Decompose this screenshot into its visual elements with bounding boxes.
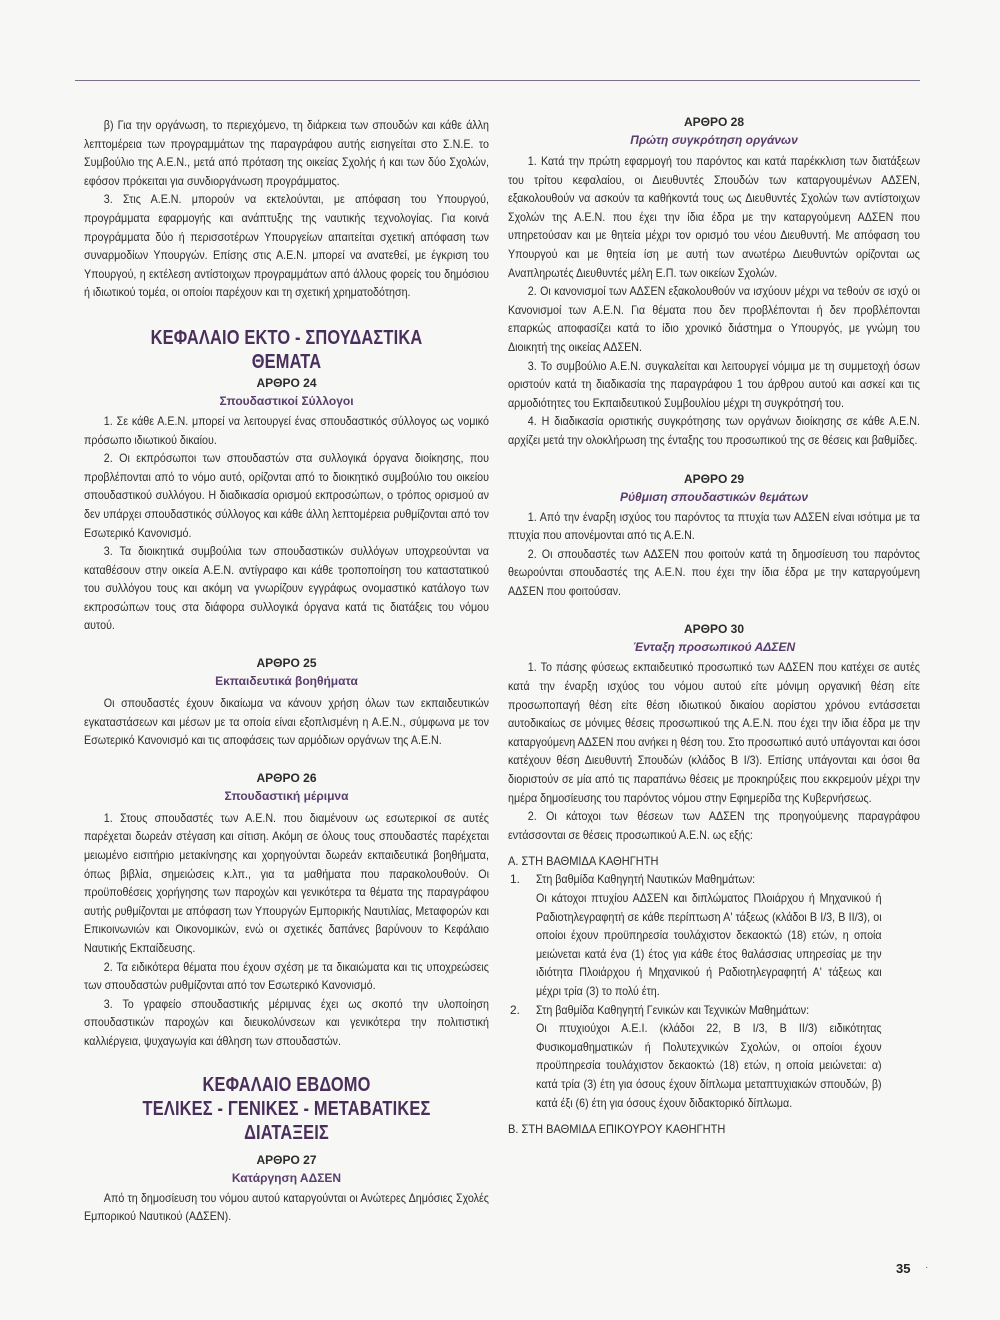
article-subtitle: Κατάργηση ΑΔΣΕΝ (231, 1170, 342, 1185)
page-mark: · (925, 1262, 929, 1273)
article-title: ΑΡΘΡΟ 30 (683, 622, 745, 637)
paragraph: Από τη δημοσίευση του νόμου αυτού καταργούνται οι Ανώτερες Δημόσιες Σχολές Εμπορικού Ναυτικού (ΑΔΣΕΝ). (84, 1190, 489, 1224)
paragraph: 1. Από την έναρξη ισχύος του παρόντος τα πτυχία των ΑΔΣΕΝ είναι ισότιμα με τα πτυχία που απονέμονται από τις Α.Ε.Ν. (508, 509, 920, 543)
article-subtitle: Πρώτη συγκρότηση οργάνων (630, 133, 798, 147)
page-number: 35 (896, 1261, 911, 1276)
paragraph: 2. Οι εκπρόσωποι των σπουδαστών στα συλλογικά όργανα διοίκησης, που προβλέπονται από το νόμο αυτό, ορίζονται από το διοικητικό συμβούλιο του οικείου σπουδαστικού συλλόγου. Η διαδικασία ορισμού εκπροσώπων, ο τρόπος ορισμού αν δεν υπάρχει σπουδαστικός σύλλογος και κάθε άλλη λεπτομέρεια ρυθμίζονται από τον Εσωτερικό Κανονισμό. (84, 451, 489, 540)
chapter-heading: ΚΕΦΑΛΑΙΟ ΕΚΤΟ - ΣΠΟΥΔΑΣΤΙΚΑ ΘΕΜΑΤΑ (150, 326, 423, 373)
article-title: ΑΡΘΡΟ 24 (256, 375, 317, 390)
paragraph: 2. Τα ειδικότερα θέματα που έχουν σχέση με τα δικαιώματα και τις υποχρεώσεις των σπουδαστών ρυθμίζονται από τον Εσωτερικό Κανονισμό. (84, 959, 489, 993)
paragraph: 2. Οι κάτοχοι των θέσεων των ΑΔΣΕΝ της προηγούμενης παραγράφου εντάσσονται σε θέσεις προσωπικού Α.Ε.Ν. ως εξής: (508, 809, 920, 842)
paragraph: 3. Το συμβούλιο Α.Ε.Ν. συγκαλείται και λειτουργεί νόμιμα με τη συμμετοχή όσων οριστούν κατά τη διαδικασία της παραγράφου 1 του άρθρου αυτού και ασκεί και τις αρμοδιότητες του Εκπαιδευτικού Συμβουλίου μέχρι τη συγκρότησή του. (508, 358, 920, 410)
article-subtitle: Ένταξη προσωπικού ΑΔΣΕΝ (632, 640, 796, 655)
chapter-heading: ΚΕΦΑΛΑΙΟ ΕΒΔΟΜΟ (202, 1073, 371, 1096)
list-item (508, 1001, 920, 1113)
article-title: ΑΡΘΡΟ 27 (256, 1152, 317, 1167)
article-subtitle: Εκπαιδευτικά βοηθήματα (215, 674, 358, 689)
paragraph: β) Για την οργάνωση, το περιεχόμενο, τη διάρκεια των σπουδών και κάθε άλλη λεπτομέρεια των προγραμμάτων της παραγράφου αυτής εισηγείται στο Σ.Ν.Ε. το Συμβούλιο της Α.Ε.Ν., μετά από πρόταση της οικείας Σχολής ή και των δύο Σχολών, εφόσον πρόκειται για συνδιοργάνωση προγράμματος. (84, 118, 489, 188)
list-item-heading: Στη βαθμίδα Καθηγητή Ναυτικών Μαθημάτων: (536, 872, 756, 887)
list-item-body: Οι κάτοχοι πτυχίου ΑΔΣΕΝ και διπλώματος Πλοιάρχου ή Μηχανικού ή Ραδιοτηλεγραφητή σε κάθε περίπτωση Α' τάξεως (κλάδοι Β Ι/3, Β ΙΙ/3), οι οποίοι έχουν προϋπηρεσία τουλάχιστον δεκαοκτώ (18) ετών, η οποία μειώνεται κατά ένα (1) έτος για κάθε έτος θαλάσσιας υπηρεσίας με την ιδιότητα Πλοιάρχου ή Μηχανικού ή Ραδιοτηλεγραφητή Α' τάξεως και μέχρι τρία (3) το πολύ έτη. (536, 891, 882, 998)
article-title: ΑΡΘΡΟ 26 (256, 770, 317, 785)
article-title: ΑΡΘΡΟ 25 (256, 656, 317, 671)
paragraph: 3. Τα διοικητικά συμβούλια των σπουδαστικών συλλόγων υποχρεούνται να καταθέσουν στην οικεία Α.Ε.Ν. αντίγραφο και κάθε τροποποίηση του καταστατικού του συλλόγου τους και ακόμη να γνωρίζουν εγγράφως ονομαστικό κατάλογο των εκπροσώπων τους στα διάφορα συλλογικά όργανα κατά τις διατάξεις του νόμου αυτού. (84, 544, 489, 633)
paragraph: 2. Οι κανονισμοί των ΑΔΣΕΝ εξακολουθούν να ισχύουν μέχρι να τεθούν σε ισχύ οι Κανονισμοί των Α.Ε.Ν. Για θέματα που δεν προβλέπονται ή δεν προβλέπονται επαρκώς αποφασίζει κατά το ίδιο χρονικό διάστημα ο Υπουργός, με γνώμη του Διοικητή της οικείας ΑΔΣΕΝ. (508, 284, 920, 354)
article-title: ΑΡΘΡΟ 29 (683, 471, 745, 486)
paragraph: 1. Το πάσης φύσεως εκπαιδευτικό προσωπικό των ΑΔΣΕΝ που κατέχει σε αυτές κατά την έναρξη ισχύος του νόμου αυτού είτε μόνιμη οργανική θέση είτε προσωποπαγή θέση είτε θέση ιδιωτικού δικαίου αορίστου χρόνου εντάσσεται αυτοδικαίως σε μόνιμες θέσεις προσωπικού της Α.Ε.Ν. που έχει την ίδια έδρα με την καταργούμενη ΑΔΣΕΝ που ανήκει η θέση του. Στο προσωπικό αυτό υπάγονται και όσοι κατέχουν θέση Διευθυντή Σπουδών (κλάδος Β Ι/3). Επίσης υπάγονται και όσοι θα διοριστούν σε μία από τις παραπάνω θέσεις με προκηρύξεις που εκκρεμούν μέχρι την ημέρα δημοσίευσης του παρόντος νόμου στην Εφημερίδα της Κυβερνήσεως. (508, 660, 920, 805)
paragraph: 3. Το γραφείο σπουδαστικής μέριμνας έχει ως σκοπό την υλοποίηση σπουδαστικών παροχών και διευκολύνσεων και γενικότερα την πολιτιστική καλλιέργεια, ψυχαγωγία και άθληση των σπουδαστών. (84, 996, 489, 1048)
left-column (84, 113, 489, 1226)
article-title: ΑΡΘΡΟ 28 (683, 115, 745, 129)
paragraph: 4. Η διαδικασία οριστικής συγκρότησης των οργάνων διοίκησης σε κάθε Α.Ε.Ν. αρχίζει μετά την ολοκλήρωση της ένταξης του προσωπικού της σε θέσεις και βαθμίδες. (508, 414, 920, 447)
paragraph: 1. Κατά την πρώτη εφαρμογή του παρόντος και κατά παρέκκλιση των διατάξεων του τρίτου κεφαλαίου, οι Διευθυντές Σπουδών των καταργουμένων ΑΔΣΕΝ, εξακολουθούν να ασκούν τα καθήκοντά τους ως Διευθυντές Σχολών των αντίστοιχων Σχολών της Α.Ε.Ν. που έχει την ίδια έδρα με την καταργούμενη ΑΔΣΕΝ που υπηρετούσαν και με θητεία μέχρι τον ορισμό του νέου Διευθυντή. Με απόφαση του Υπουργού και με θητεία ίση με αυτή των ανωτέρω Διευθυντών ορίζονται ως Αναπληρωτές Διευθυντές μέλη Ε.Π. των οικείων Σχολών. (508, 154, 920, 280)
chapter-subheading: ΤΕΛΙΚΕΣ - ΓΕΝΙΚΕΣ - ΜΕΤΑΒΑΤΙΚΕΣ ΔΙΑΤΑΞΕΙΣ (142, 1097, 431, 1144)
section-heading: Α. ΣΤΗ ΒΑΘΜΙΔΑ ΚΑΘΗΓΗΤΗ (508, 854, 659, 869)
paragraph: 1. Στους σπουδαστές των Α.Ε.Ν. που διαμένουν ως εσωτερικοί σε αυτές παρέχεται δωρεάν στέγαση και σίτιση. Ακόμη σε όλους τους σπουδαστές παρέχεται μειωμένο εισιτήριο μετακίνησης και χορηγούνται δωρεάν εκπαιδευτικά βοηθήματα, όπως βιβλία, σημειώσεις κ.λπ., για τα μαθήματα που παρακολουθούν. Οι προϋποθέσεις χορήγησης των παροχών και γενικότερα τα θέματα της παραγράφου αυτής ρυθμίζονται με απόφαση των Υπουργών Εμπορικής Ναυτιλίας, Μεταφορών και Επικοινωνιών και Οικονομικών, ενώ οι σχετικές δαπάνες βαρύνουν το Κεφάλαιο Ναυτικής Εκπαίδευσης. (84, 810, 489, 955)
article-subtitle: Ρύθμιση σπουδαστικών θεμάτων (619, 489, 809, 504)
list-number: 1. (510, 872, 520, 887)
list-item-heading: Στη βαθμίδα Καθηγητή Γενικών και Τεχνικών Μαθημάτων: (536, 1002, 810, 1017)
list-item-body: Οι πτυχιούχοι Α.Ε.Ι. (κλάδοι 22, Β Ι/3, Β ΙΙ/3) ειδικότητας Φυσικομαθηματικών ή Πολυτεχνικών Σχολών, οι οποίοι έχουν προϋπηρεσία τουλάχιστον δεκαοκτώ (18) ετών, η οποία μειώνεται: α) κατά τρία (3) έτη για όσους έχουν δίπλωμα μεταπτυχιακών σπουδών, β) κατά έξι (6) έτη για όσους έχουν διδακτορικό δίπλωμα. (536, 1021, 882, 1110)
article-subtitle: Σπουδαστική μέριμνα (224, 788, 349, 803)
header-rule (75, 80, 920, 81)
paragraph: 1. Σε κάθε Α.Ε.Ν. μπορεί να λειτουργεί ένας σπουδαστικός σύλλογος ως νομικό πρόσωπο ιδιωτικού δικαίου. (84, 413, 489, 447)
list-item (508, 870, 920, 1000)
paragraph: 2. Οι σπουδαστές των ΑΔΣΕΝ που φοιτούν κατά τη δημοσίευση του παρόντος θεωρούνται σπουδαστές της Α.Ε.Ν. που έχει την ίδια έδρα με την καταργούμενη ΑΔΣΕΝ που φοιτούσαν. (508, 546, 920, 598)
article-subtitle: Σπουδαστικοί Σύλλογοι (219, 393, 354, 408)
paragraph: 3. Στις Α.Ε.Ν. μπορούν να εκτελούνται, με απόφαση του Υπουργού, προγράμματα εφαρμογής και ανάπτυξης της ναυτικής τεχνολογίας. Για κοινά προγράμματα δύο ή περισσοτέρων Υπουργείων απαιτείται σχετική απόφαση των συναρμοδίων Υπουργών. Επίσης στις Α.Ε.Ν. μπορεί να ανατεθεί, με έγκριση του Υπουργού, η εκτέλεση αντίστοιχων προγραμμάτων από άλλους φορείς του δημόσιου ή ιδιωτικού τομέα, οι οποίοι παρέχουν και τη σχετική χρηματοδότηση. (84, 192, 489, 300)
right-column (508, 113, 920, 1138)
list-number: 2. (510, 1002, 520, 1017)
paragraph: Οι σπουδαστές έχουν δικαίωμα να κάνουν χρήση όλων των εκπαιδευτικών εγκαταστάσεων και μέσων με τα οποία είναι εξοπλισμένη η Α.Ε.Ν., σύμφωνα με τον Εσωτερικό Κανονισμό και τις αποφάσεις των αρμόδιων οργάνων της Α.Ε.Ν. (84, 696, 489, 748)
section-heading: Β. ΣΤΗ ΒΑΘΜΙΔΑ ΕΠΙΚΟΥΡΟΥ ΚΑΘΗΓΗΤΗ (508, 1122, 726, 1137)
